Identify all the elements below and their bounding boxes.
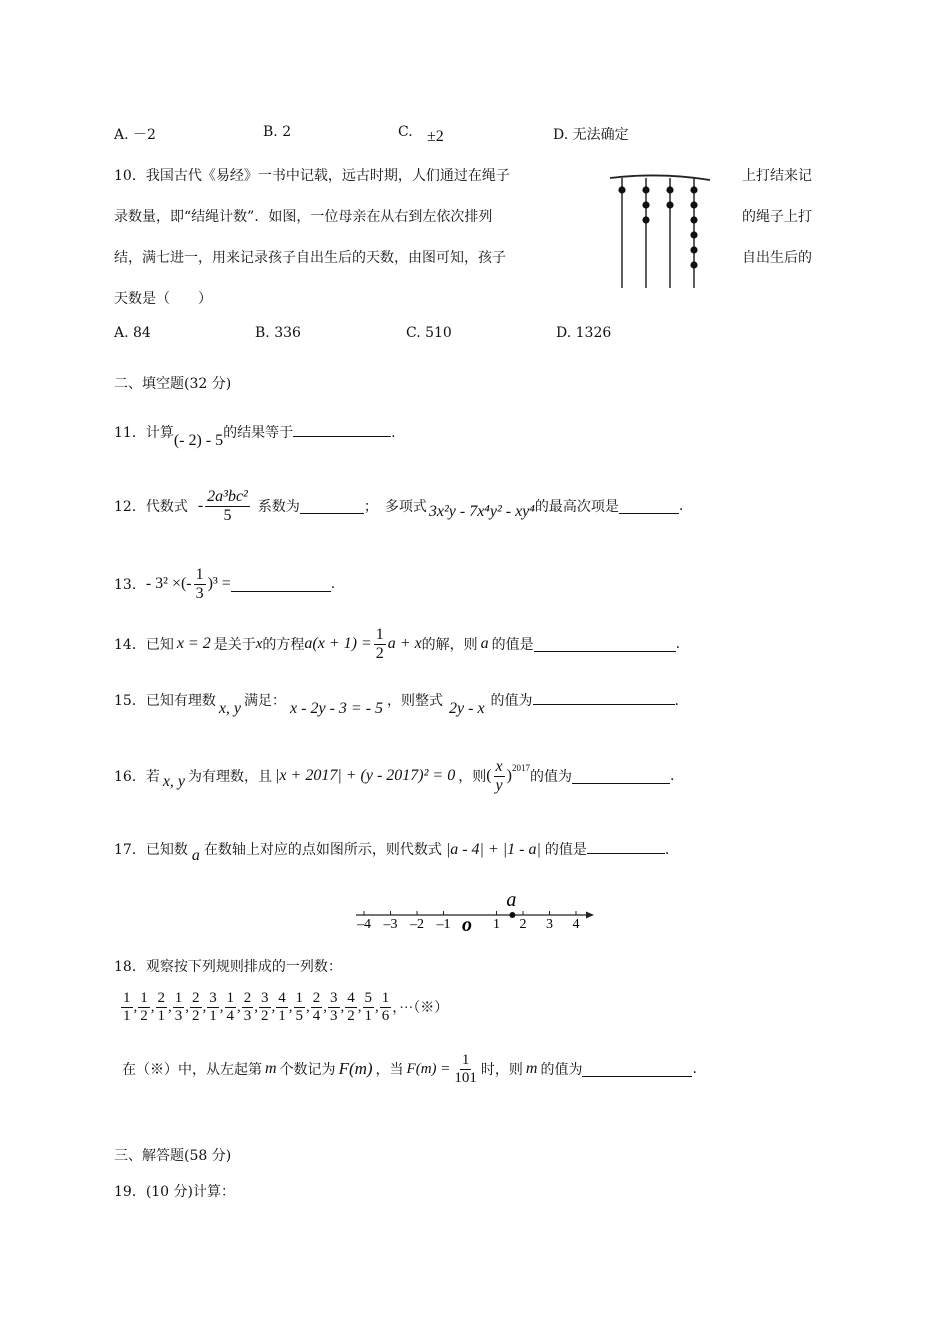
q9-option-c: C. bbox=[398, 124, 413, 140]
q16-fraction bbox=[494, 758, 505, 794]
q18-seq-fraction bbox=[311, 990, 323, 1024]
q18-seq-num: 4 bbox=[278, 990, 286, 1006]
q18-seq-fraction bbox=[121, 990, 133, 1024]
q9-option-c-math: ±2 bbox=[427, 128, 444, 145]
q16-exp: 2017 bbox=[511, 763, 530, 774]
q18-seq-comma: , bbox=[254, 998, 258, 1015]
q18-m2: m bbox=[525, 1060, 538, 1077]
q18-seq-comma: , bbox=[288, 998, 293, 1015]
q12 bbox=[114, 488, 683, 524]
q18-seq-comma: , bbox=[202, 998, 207, 1015]
q18-seq-fraction bbox=[294, 990, 306, 1024]
q18-seq-fraction bbox=[173, 990, 185, 1024]
q18-seq-num: 1 bbox=[174, 990, 183, 1006]
q18-tail: ，···（※） bbox=[392, 1001, 449, 1016]
q18-seq-comma: , bbox=[375, 998, 379, 1015]
q10-line4: 天数是（ ） bbox=[114, 291, 212, 307]
q10-line1-right: 上打结来记 bbox=[742, 168, 812, 184]
q10-line2-right: 的绳子上打 bbox=[742, 209, 812, 225]
q18-seq-comma: , bbox=[150, 998, 155, 1015]
q18-seq-comma: , bbox=[185, 998, 189, 1015]
q14-cond: x = 2 bbox=[176, 635, 211, 653]
q12-mid1: 系数为 bbox=[257, 499, 300, 516]
q14-frac-den: 2 bbox=[375, 644, 384, 662]
q16-paren-open: ( bbox=[486, 767, 492, 785]
q9-option-b: B. 2 bbox=[263, 124, 292, 140]
q10-line1-left: 10．我国古代《易经》一书中记载，远古时期，人们通过在绳子 bbox=[114, 168, 510, 184]
q18-line3-d: 时，则 bbox=[480, 1062, 523, 1078]
q12-prefix: 12．代数式 bbox=[114, 499, 188, 516]
q18-seq-den: 2 bbox=[347, 1007, 355, 1024]
q16-end: . bbox=[669, 768, 675, 785]
q14 bbox=[114, 626, 680, 662]
q16-mid2: ，则 bbox=[458, 769, 487, 786]
q18-seq-fraction bbox=[225, 990, 237, 1024]
q18-seq-den: 1 bbox=[364, 1007, 372, 1024]
q9-option-d: D. 无法确定 bbox=[553, 127, 629, 143]
q10-option-b: B. 336 bbox=[255, 325, 301, 341]
q18-seq-num: 2 bbox=[192, 990, 200, 1006]
q10-option-a: A. 84 bbox=[114, 325, 151, 341]
q14-mid2: 的方程 bbox=[262, 637, 305, 654]
q18-seq-den: 1 bbox=[209, 1007, 217, 1024]
q15-expr: 2y - x bbox=[449, 700, 485, 717]
q14-mid3: 的解，则 bbox=[421, 637, 478, 654]
q12-neg: - bbox=[197, 497, 204, 515]
q16-frac-num: x bbox=[495, 758, 503, 775]
rope-top-bar bbox=[610, 175, 710, 180]
rope-4-knot bbox=[690, 246, 697, 253]
q18-seq-den: 2 bbox=[192, 1007, 200, 1024]
q18-seq-fraction bbox=[242, 990, 254, 1024]
q15-mid3: 的值为 bbox=[490, 693, 533, 709]
axis-tick-label: 1 bbox=[493, 917, 500, 932]
q11-suffix: 的结果等于 bbox=[223, 425, 294, 441]
q15-end: . bbox=[674, 693, 679, 709]
q12-end: . bbox=[678, 498, 684, 515]
q17-mid2: 的值是 bbox=[544, 842, 587, 858]
q18-line3 bbox=[122, 1052, 697, 1086]
q18-line3-c: ，当 bbox=[375, 1062, 404, 1078]
q18-seq-comma: , bbox=[271, 998, 276, 1015]
q18-seq-comma: , bbox=[323, 998, 327, 1015]
q13-expr-b: )³ = bbox=[207, 575, 231, 593]
q14-var: x bbox=[255, 635, 263, 652]
q18-seq-comma: , bbox=[357, 998, 362, 1015]
q18-seq-den: 1 bbox=[157, 1007, 165, 1024]
q18-seq-den: 6 bbox=[381, 1007, 390, 1024]
q14-prefix: 14．已知 bbox=[114, 637, 174, 654]
q18-seq-fraction bbox=[207, 990, 219, 1024]
q16-prefix: 16．若 bbox=[114, 769, 160, 786]
q15-prefix: 15．已知有理数 bbox=[114, 693, 216, 709]
knot-rope-figure bbox=[604, 168, 716, 292]
q18-seq-num: 2 bbox=[312, 990, 321, 1006]
q17-a: a bbox=[191, 847, 200, 864]
q15-eq: x - 2y - 3 = - 5 bbox=[290, 700, 384, 717]
rope-1-knot bbox=[618, 186, 625, 193]
q16-mid1: 为有理数，且 bbox=[188, 769, 273, 786]
q17 bbox=[114, 839, 670, 864]
q10-line3-right: 自出生后的 bbox=[742, 250, 812, 266]
q14-end: . bbox=[675, 636, 681, 653]
q18-line3-a: 在（※）中，从左起第 bbox=[122, 1062, 262, 1078]
q18-seq-num: 4 bbox=[347, 990, 355, 1006]
q18-end: . bbox=[692, 1061, 697, 1077]
q18-seq-num: 1 bbox=[295, 990, 303, 1006]
q18-seq-den: 4 bbox=[312, 1007, 321, 1024]
q13-end: . bbox=[330, 576, 336, 593]
rope-4-knot bbox=[690, 186, 697, 193]
q12-frac-den: 5 bbox=[223, 506, 232, 524]
axis-tick-label: –1 bbox=[436, 917, 451, 932]
origin-label: o bbox=[462, 914, 472, 936]
q18-seq-fraction bbox=[138, 990, 150, 1024]
q12-poly: 3x²y - 7x⁴y² - xy⁴ bbox=[428, 503, 535, 521]
q10-line2-left: 录数量，即“结绳计数”．如图，一位母亲在从右到左依次排列 bbox=[114, 209, 493, 225]
section3-title: 三、解答题(58 分) bbox=[114, 1148, 232, 1164]
point-a-label: a bbox=[506, 889, 517, 911]
q13-frac-den: 3 bbox=[195, 584, 204, 602]
q18-seq-den: 3 bbox=[243, 1007, 252, 1024]
q18-seq-num: 3 bbox=[261, 990, 269, 1006]
q18-seq-comma: , bbox=[168, 998, 172, 1015]
q17-mid1: 在数轴上对应的点如图所示，则代数式 bbox=[203, 842, 442, 858]
q18-seq-fraction bbox=[328, 990, 340, 1024]
q13 bbox=[114, 566, 335, 602]
q18-seq-den: 1 bbox=[123, 1007, 131, 1024]
q18-seq-num: 1 bbox=[226, 990, 234, 1006]
q13-expr-a: - 3² ×(- bbox=[145, 575, 192, 593]
q15-vars: x, y bbox=[218, 700, 242, 717]
q18-seq-comma: , bbox=[133, 998, 138, 1015]
q18-seq-num: 3 bbox=[330, 990, 338, 1006]
q17-blank bbox=[587, 839, 665, 854]
q18-blank bbox=[582, 1062, 692, 1077]
q12-mid2: ； 多项式 bbox=[363, 499, 427, 516]
q12-blank-2 bbox=[619, 499, 679, 514]
q18-frac-num: 1 bbox=[461, 1052, 470, 1068]
axis-tick-label: 3 bbox=[546, 917, 553, 932]
number-line bbox=[350, 888, 600, 938]
q18-seq-fraction bbox=[190, 990, 202, 1024]
q16-vars: x, y bbox=[162, 773, 186, 791]
q18-fraction bbox=[452, 1052, 479, 1086]
axis-tick-label: 2 bbox=[519, 917, 527, 932]
q18-seq-num: 2 bbox=[157, 990, 165, 1006]
q11-prefix: 11．计算 bbox=[114, 425, 174, 441]
section2-title: 二、填空题(32 分) bbox=[114, 376, 232, 392]
q14-blank bbox=[534, 637, 676, 652]
q16-paren-close: ) bbox=[506, 767, 512, 785]
q18-seq-den: 4 bbox=[226, 1007, 234, 1024]
q17-prefix: 17．已知数 bbox=[114, 842, 188, 858]
q9-option-a: A. －2 bbox=[114, 127, 156, 143]
q13-frac-num: 1 bbox=[195, 566, 204, 583]
q18-seq-fraction bbox=[363, 990, 375, 1024]
number-line-arrow bbox=[586, 912, 594, 919]
q18-seq-den: 1 bbox=[278, 1007, 286, 1024]
axis-tick-label: –4 bbox=[357, 917, 371, 932]
q18-line1: 18．观察按下列规则排成的一列数： bbox=[114, 959, 342, 975]
q18-frac-den: 101 bbox=[454, 1069, 477, 1086]
rope-4-knot bbox=[690, 231, 697, 238]
q16-blank bbox=[572, 769, 670, 784]
q17-end: . bbox=[664, 842, 670, 858]
rope-3-knot bbox=[666, 201, 673, 208]
q18-m: m bbox=[265, 1060, 277, 1077]
rope-2-knot bbox=[642, 201, 649, 208]
q15 bbox=[114, 690, 679, 717]
q18-seq-fraction bbox=[276, 990, 288, 1024]
q18-seq-fraction bbox=[259, 990, 271, 1024]
q15-mid2: ，则整式 bbox=[387, 693, 444, 709]
q16-eq: |x + 2017| + (y - 2017)² = 0 bbox=[275, 767, 456, 785]
q16 bbox=[114, 758, 674, 794]
q11 bbox=[114, 422, 396, 449]
q17-expr: |a - 4| + |1 - a| bbox=[445, 841, 541, 858]
q14-frac-num: 1 bbox=[375, 626, 384, 643]
q13-prefix: 13． bbox=[114, 577, 146, 594]
rope-2-knot bbox=[642, 216, 649, 223]
q12-fraction bbox=[205, 488, 250, 524]
q18-seq-num: 1 bbox=[140, 990, 148, 1006]
q14-eq-left: a(x + 1) = bbox=[304, 635, 372, 653]
axis-tick-label: –2 bbox=[410, 917, 424, 932]
q10-line3-left: 结，满七进一，用来记录孩子自出生后的天数，由图可知，孩子 bbox=[114, 250, 506, 266]
q18-seq-den: 2 bbox=[140, 1007, 148, 1024]
q18-Fm-eq: F(m) = bbox=[406, 1060, 451, 1077]
q18-seq-den: 2 bbox=[261, 1007, 269, 1024]
q18-seq-comma: , bbox=[237, 998, 241, 1015]
q18-fraction-list bbox=[120, 990, 392, 1024]
q18-seq-num: 2 bbox=[243, 990, 252, 1006]
q18-sequence bbox=[120, 990, 448, 1024]
q14-a: a bbox=[480, 635, 489, 653]
q14-mid1: 是关于 bbox=[213, 637, 256, 654]
q11-expr: (- 2) - 5 bbox=[173, 432, 224, 449]
q19-text: 19．(10 分)计算： bbox=[114, 1184, 236, 1200]
q18-seq-comma: , bbox=[219, 998, 224, 1015]
q10-option-d: D. 1326 bbox=[556, 325, 612, 341]
rope-4-knot bbox=[690, 216, 697, 223]
q18-line3-b: 个数记为 bbox=[279, 1062, 336, 1078]
q13-fraction bbox=[194, 566, 206, 602]
q10-option-c: C. 510 bbox=[406, 325, 452, 341]
q16-frac-den: y bbox=[495, 776, 503, 794]
q18-seq-fraction bbox=[345, 990, 357, 1024]
q13-blank bbox=[231, 577, 331, 592]
q14-mid4: 的值是 bbox=[491, 637, 534, 654]
q12-frac-num: 2a³bc² bbox=[207, 488, 248, 505]
q18-seq-comma: , bbox=[306, 998, 310, 1015]
rope-3-knot bbox=[666, 186, 673, 193]
q14-fraction bbox=[374, 626, 386, 662]
q18-seq-num: 1 bbox=[123, 990, 131, 1006]
q18-seq-num: 1 bbox=[381, 990, 390, 1006]
q15-mid1: 满足： bbox=[244, 693, 287, 709]
q11-answer-blank bbox=[293, 422, 391, 437]
q18-seq-comma: , bbox=[340, 998, 345, 1015]
q18-seq-den: 5 bbox=[295, 1007, 303, 1024]
rope-2-knot bbox=[642, 186, 649, 193]
q15-blank bbox=[533, 690, 675, 705]
q12-blank-1 bbox=[300, 499, 364, 514]
q16-mid3: 的值为 bbox=[529, 769, 572, 786]
axis-tick-label: –3 bbox=[383, 917, 398, 932]
q18-seq-num: 3 bbox=[209, 990, 217, 1006]
q14-eq-right: a + x bbox=[387, 635, 422, 653]
q18-Fm: F(m) bbox=[338, 1059, 373, 1078]
axis-tick-label: 4 bbox=[572, 917, 580, 932]
point-a-marker bbox=[509, 912, 515, 918]
q18-seq-den: 3 bbox=[174, 1007, 183, 1024]
q18-seq-num: 5 bbox=[364, 990, 372, 1006]
q12-mid3: 的最高次项是 bbox=[534, 499, 619, 516]
q18-seq-den: 3 bbox=[330, 1007, 338, 1024]
q18-line3-e: 的值为 bbox=[540, 1062, 583, 1078]
q18-seq-fraction bbox=[380, 990, 392, 1024]
q18-seq-fraction bbox=[156, 990, 168, 1024]
rope-4-knot bbox=[690, 261, 697, 268]
q11-end: . bbox=[391, 425, 396, 441]
rope-4-knot bbox=[690, 201, 697, 208]
